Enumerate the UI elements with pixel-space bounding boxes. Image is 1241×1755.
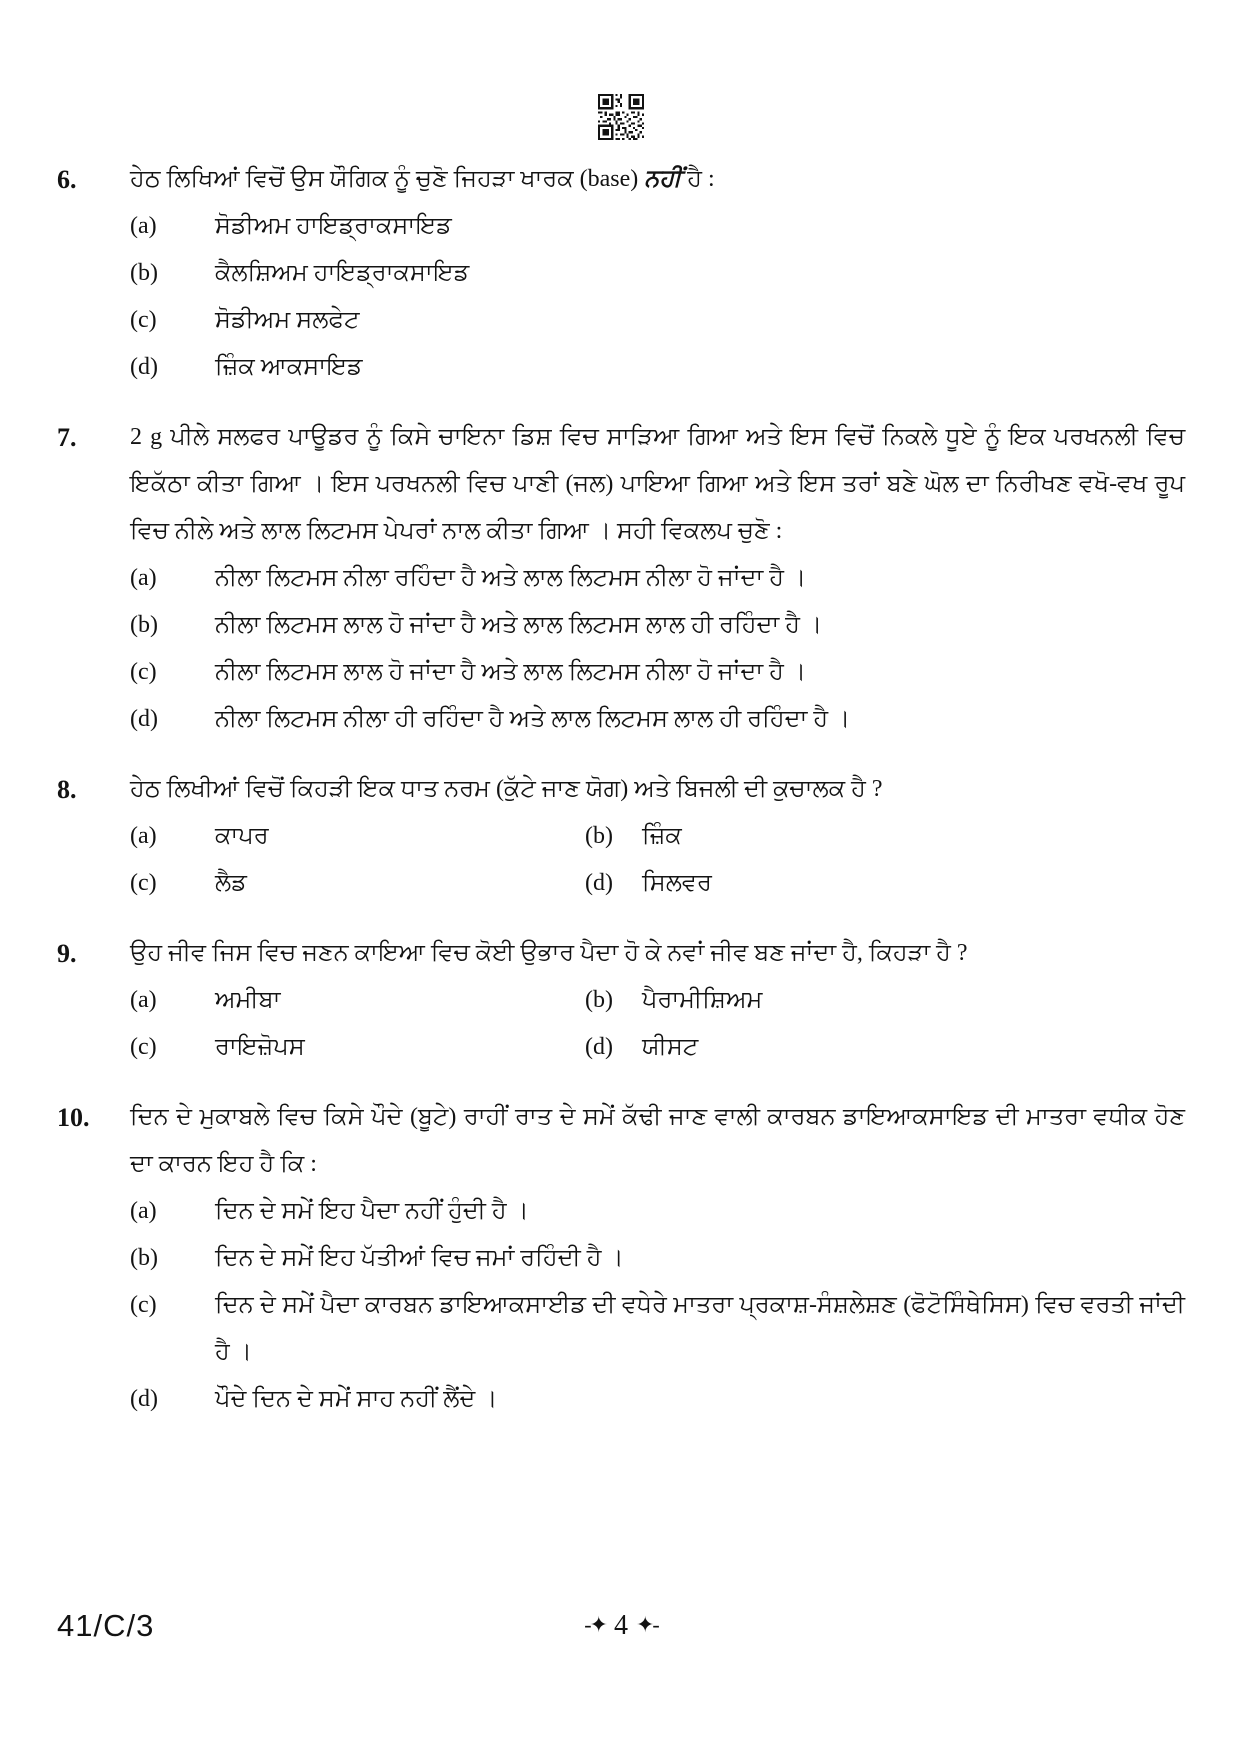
option-text: ਸਿਲਵਰ [642, 870, 712, 896]
qr-code-icon [598, 92, 644, 142]
option-b [130, 1235, 1185, 1282]
option-text: ਪੌਦੇ ਦਿਨ ਦੇ ਸਮੇਂ ਸਾਹ ਨਹੀਂ ਲੈਂਦੇ । [215, 1386, 498, 1412]
option-text: ਰਾਇਜ਼ੋਪਸ [215, 1034, 305, 1060]
question-number: 10. [57, 1103, 90, 1132]
left-ornament-icon: -✦ [584, 1612, 606, 1637]
option-label: (b) [585, 823, 613, 849]
option-text: ਜ਼ਿੰਕ [642, 823, 682, 849]
option-text: ਕਾਪਰ [215, 823, 269, 849]
option-label: (d) [130, 354, 158, 380]
option-a [130, 813, 585, 860]
options-list [130, 1188, 1185, 1423]
option-label: (b) [585, 987, 613, 1013]
question-text-emphasis: ਨਹੀਂ [644, 166, 682, 192]
page-number-marker [57, 1610, 1185, 1642]
option-text: ਦਿਨ ਦੇ ਸਮੇਂ ਇਹ ਪੱਤੀਆਂ ਵਿਚ ਜਮਾਂ ਰਹਿੰਦੀ ਹੈ । [215, 1245, 624, 1271]
option-b [130, 250, 1185, 297]
option-c [130, 1024, 585, 1071]
option-text: ਲੈਡ [215, 870, 247, 896]
option-c [130, 1282, 1185, 1376]
question-text [130, 156, 1185, 203]
option-d [585, 1024, 1185, 1071]
option-a [130, 977, 585, 1024]
option-text: ਦਿਨ ਦੇ ਸਮੇਂ ਪੈਦਾ ਕਾਰਬਨ ਡਾਇਆਕਸਾਈਡ ਦੀ ਵਧੇਰੇ ਮਾਤਰਾ ਪ੍ਰਕਾਸ਼-ਸੰਸ਼ਲੇਸ਼ਣ (ਫੋਟੋਸਿੰਥੇਸਿਸ) ਵਿਚ ਵਰਤੀ ਜਾਂਦੀ ਹੈ । [215, 1292, 1185, 1365]
option-text: ਨੀਲਾ ਲਿਟਮਸ ਲਾਲ ਹੋ ਜਾਂਦਾ ਹੈ ਅਤੇ ਲਾਲ ਲਿਟਮਸ ਲਾਲ ਹੀ ਰਹਿੰਦਾ ਹੈ । [215, 612, 823, 638]
option-text: ਦਿਨ ਦੇ ਸਮੇਂ ਇਹ ਪੈਦਾ ਨਹੀਂ ਹੁੰਦੀ ਹੈ । [215, 1198, 529, 1224]
option-label: (d) [130, 706, 158, 732]
option-label: (d) [130, 1386, 158, 1412]
options-grid [130, 813, 1185, 907]
page-footer [57, 1608, 1185, 1654]
option-a [130, 203, 1185, 250]
question-text-pre: ਹੇਠ ਲਿਖਿਆਂ ਵਿਚੋਂ ਉਸ ਯੌਗਿਕ ਨੂੰ ਚੁਣੋ ਜਿਹੜਾ ਖਾਰਕ (base) [130, 166, 645, 192]
question-7 [57, 414, 1185, 743]
option-a [130, 555, 1185, 602]
option-label: (a) [130, 987, 157, 1013]
option-text: ਪੈਰਾਮੀਸ਼ਿਅਮ [642, 987, 763, 1013]
question-text: ਦਿਨ ਦੇ ਮੁਕਾਬਲੇ ਵਿਚ ਕਿਸੇ ਪੌਦੇ (ਬੂਟੇ) ਰਾਹੀਂ ਰਾਤ ਦੇ ਸਮੇਂ ਕੱਢੀ ਜਾਣ ਵਾਲੀ ਕਾਰਬਨ ਡਾਇਆਕਸਾਇਡ ਦੀ ਮਾਤਰਾ ਵਧੀਕ ਹੋਣ ਦਾ ਕਾਰਨ ਇਹ ਹੈ ਕਿ : [130, 1104, 1185, 1177]
question-10 [57, 1094, 1185, 1423]
option-text: ਨੀਲਾ ਲਿਟਮਸ ਨੀਲਾ ਹੀ ਰਹਿੰਦਾ ਹੈ ਅਤੇ ਲਾਲ ਲਿਟਮਸ ਲਾਲ ਹੀ ਰਹਿੰਦਾ ਹੈ । [215, 706, 851, 732]
question-8 [57, 766, 1185, 907]
question-6 [57, 156, 1185, 391]
option-text: ਸੋਡੀਅਮ ਹਾਇਡ੍ਰਾਕਸਾਇਡ [215, 213, 452, 239]
options-list [130, 555, 1185, 743]
page-number: 4 [614, 1610, 628, 1641]
option-b [130, 602, 1185, 649]
option-label: (c) [130, 870, 157, 896]
qr-code-container [57, 92, 1185, 144]
option-label: (a) [130, 213, 157, 239]
option-label: (b) [130, 260, 158, 286]
option-label: (d) [585, 870, 613, 896]
option-text: ਨੀਲਾ ਲਿਟਮਸ ਨੀਲਾ ਰਹਿੰਦਾ ਹੈ ਅਤੇ ਲਾਲ ਲਿਟਮਸ ਨੀਲਾ ਹੋ ਜਾਂਦਾ ਹੈ । [215, 565, 807, 591]
question-number: 6. [57, 165, 77, 194]
option-text: ਕੈਲਸ਼ਿਅਮ ਹਾਇਡ੍ਰਾਕਸਾਇਡ [215, 260, 470, 286]
option-a [130, 1188, 1185, 1235]
option-c [130, 297, 1185, 344]
option-text: ਨੀਲਾ ਲਿਟਮਸ ਲਾਲ ਹੋ ਜਾਂਦਾ ਹੈ ਅਤੇ ਲਾਲ ਲਿਟਮਸ ਨੀਲਾ ਹੋ ਜਾਂਦਾ ਹੈ । [215, 659, 807, 685]
question-number: 9. [57, 939, 77, 968]
option-label: (a) [130, 1198, 157, 1224]
option-d [585, 860, 1185, 907]
question-text: ਉਹ ਜੀਵ ਜਿਸ ਵਿਚ ਜਣਨ ਕਾਇਆ ਵਿਚ ਕੋਈ ਉਭਾਰ ਪੈਦਾ ਹੋ ਕੇ ਨਵਾਂ ਜੀਵ ਬਣ ਜਾਂਦਾ ਹੈ, ਕਿਹੜਾ ਹੈ ? [130, 940, 968, 966]
right-ornament-icon: ✦- [636, 1612, 658, 1637]
question-number: 7. [57, 423, 77, 452]
option-label: (b) [130, 1245, 158, 1271]
question-9 [57, 930, 1185, 1071]
option-d [130, 344, 1185, 391]
question-text: ਹੇਠ ਲਿਖੀਆਂ ਵਿਚੋਂ ਕਿਹੜੀ ਇਕ ਧਾਤ ਨਰਮ (ਕੁੱਟੇ ਜਾਣ ਯੋਗ) ਅਤੇ ਬਿਜਲੀ ਦੀ ਕੁਚਾਲਕ ਹੈ ? [130, 776, 883, 802]
question-text-post: ਹੈ : [681, 166, 715, 192]
option-d [130, 696, 1185, 743]
option-c [130, 649, 1185, 696]
option-b [585, 813, 1185, 860]
option-label: (c) [130, 307, 157, 333]
option-text: ਜ਼ਿੰਕ ਆਕਸਾਇਡ [215, 354, 363, 380]
option-label: (c) [130, 659, 157, 685]
option-label: (c) [130, 1292, 157, 1318]
option-label: (b) [130, 612, 158, 638]
question-number: 8. [57, 775, 77, 804]
option-text: ਯੀਸਟ [642, 1034, 699, 1060]
option-label: (d) [585, 1034, 613, 1060]
option-d [130, 1376, 1185, 1423]
option-c [130, 860, 585, 907]
option-label: (c) [130, 1034, 157, 1060]
options-list [130, 203, 1185, 391]
option-text: ਸੋਡੀਅਮ ਸਲਫੇਟ [215, 307, 360, 333]
option-label: (a) [130, 823, 157, 849]
question-text: 2 g ਪੀਲੇ ਸਲਫਰ ਪਾਊਡਰ ਨੂੰ ਕਿਸੇ ਚਾਇਨਾ ਡਿਸ਼ ਵਿਚ ਸਾੜਿਆ ਗਿਆ ਅਤੇ ਇਸ ਵਿਚੋਂ ਨਿਕਲੇ ਧੂਏ ਨੂੰ ਇਕ ਪਰਖਨਲੀ ਵਿਚ ਇਕੱਠਾ ਕੀਤਾ ਗਿਆ । ਇਸ ਪਰਖਨਲੀ ਵਿਚ ਪਾਣੀ (ਜਲ) ਪਾਇਆ ਗਿਆ ਅਤੇ ਇਸ ਤਰਾਂ ਬਣੇ ਘੋਲ ਦਾ ਨਿਰੀਖਣ ਵਖੋ-ਵਖ ਰੂਪ ਵਿਚ ਨੀਲੇ ਅਤੇ ਲਾਲ ਲਿਟਮਸ ਪੇਪਰਾਂ ਨਾਲ ਕੀਤਾ ਗਿਆ । ਸਹੀ ਵਿਕਲਪ ਚੁਣੋ : [130, 424, 1185, 544]
option-b [585, 977, 1185, 1024]
option-text: ਅਮੀਬਾ [215, 987, 281, 1013]
option-label: (a) [130, 565, 157, 591]
paper-code: 41/C/3 [57, 1608, 155, 1643]
options-grid [130, 977, 1185, 1071]
